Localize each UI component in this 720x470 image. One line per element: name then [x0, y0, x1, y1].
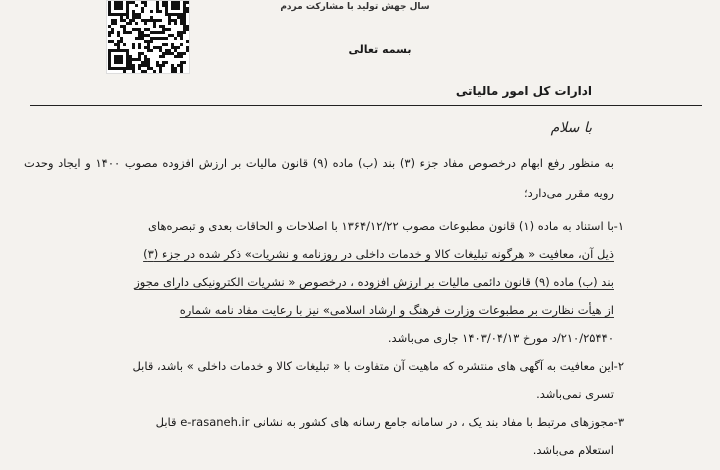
year-slogan: سال جهش تولید با مشارکت مردم — [280, 2, 430, 12]
clause-2 — [24, 352, 624, 408]
clauses-list — [24, 212, 624, 464]
clause-number: ۳- — [613, 415, 624, 429]
clause-line: از هیأت نظارت بر مطبوعات وزارت فرهنگ و ارشاد اسلامی» نیز با رعایت مفاد نامه شماره — [179, 303, 614, 317]
recipient-line: ادارات کل امور مالیاتی — [455, 84, 592, 98]
clause-3 — [24, 408, 624, 464]
intro-paragraph: به منظور رفع ابهام درخصوص مفاد جزء (۳) بند (ب) ماده (۹) قانون مالیات بر ارزش افزوده مصوب ۱۴۰۰ و ایجاد وحدت رویه مقرر می‌دارد؛ — [24, 156, 614, 200]
clause-line: استعلام می‌باشد. — [532, 443, 614, 457]
clause-line: مجوزهای مرتبط با مفاد بند یک ، در سامانه جامع رسانه های کشور به نشانی e-rasaneh.ir قابل — [155, 415, 614, 429]
clause-1 — [24, 212, 624, 352]
clause-line: بند (ب) ماده (۹) قانون دائمی مالیات بر ارزش افزوده ، درخصوص « نشریات الکترونیکی دارای مجوز — [134, 275, 614, 289]
clause-number: ۲- — [613, 359, 624, 373]
clause-line: با استناد به ماده (۱) قانون مطبوعات مصوب ۱۳۶۴/۱۲/۲۲ با اصلاحات و الحاقات بعدی و تبصره‌های — [147, 219, 614, 233]
clause-line: تسری نمی‌باشد. — [536, 387, 614, 401]
clause-line: ۲۱۰/۲۵۴۴۰/د مورخ ۱۴۰۳/۰۴/۱۳ جاری می‌باشد. — [387, 331, 614, 345]
clause-line: ذیل آن، معافیت « هرگونه تبلیغات کالا و خدمات داخلی در روزنامه و نشریات» ذکر شده در جزء (۳) — [143, 247, 614, 261]
qr-code — [106, 0, 190, 74]
clause-number: ۱- — [613, 219, 624, 233]
greeting: با سلام — [550, 120, 592, 136]
clause-line: این معافیت به آگهی های منتشره که ماهیت آن متفاوت با « تبلیغات کالا و خدمات داخلی » باشد، قابل — [132, 359, 614, 373]
invocation-heading: بسمه تعالی — [348, 43, 412, 56]
divider — [30, 105, 702, 106]
